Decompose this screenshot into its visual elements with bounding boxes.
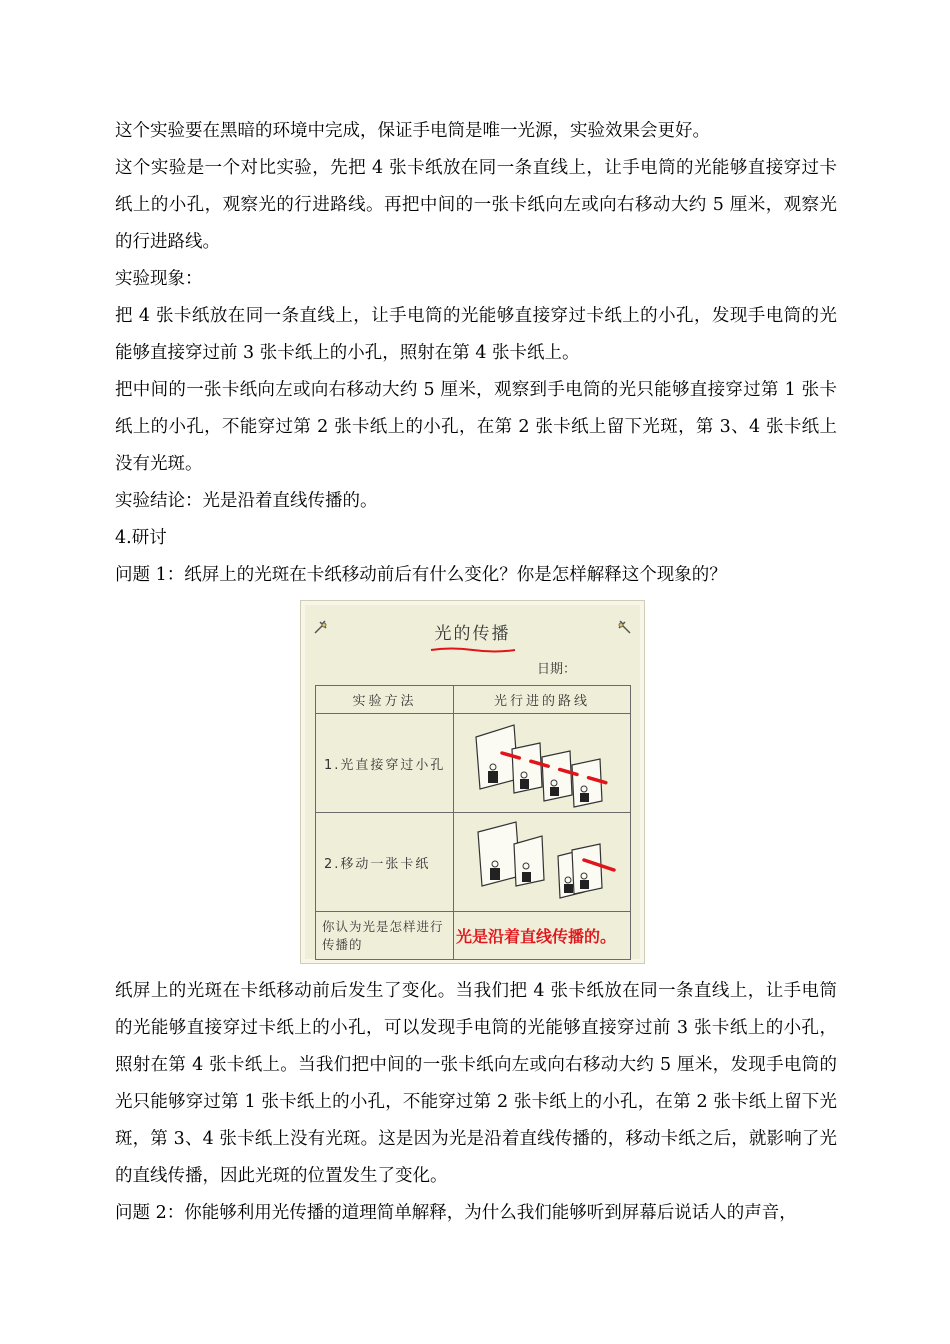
paragraph-contrast-experiment: 这个实验是一个对比实验，先把 4 张卡纸放在同一条直线上，让手电筒的光能够直接穿过卡纸上的小孔，观察光的行进路线。再把中间的一张卡纸向左或向右移动大约 5 厘米，观察光的行进路线。	[115, 158, 837, 252]
header-path: 光行进的路线	[454, 686, 631, 714]
row2-label: 2.移动一张卡纸	[316, 813, 454, 912]
aligned-cards-illustration	[454, 715, 630, 811]
paragraph-phenomenon-1: 把 4 张卡纸放在同一条直线上，让手电筒的光能够直接穿过卡纸上的小孔，发现手电筒的光能够直接穿过前 3 张卡纸上的小孔，照射在第 4 张卡纸上。	[115, 306, 837, 363]
table-row-direct	[316, 714, 631, 813]
worksheet-date-label: 日期：	[537, 662, 577, 677]
paragraph-dark-environment: 这个实验要在黑暗的环境中完成，保证手电筒是唯一光源，实验效果会更好。	[115, 121, 710, 141]
heading-discussion: 4.研讨	[115, 528, 167, 548]
paragraph-phenomenon-2: 把中间的一张卡纸向左或向右移动大约 5 厘米，观察到手电筒的光只能够直接穿过第 1 张卡纸上的小孔，不能穿过第 2 张卡纸上的小孔，在第 2 张卡纸上留下光斑，第 3、4 张卡纸上没有光斑。	[115, 380, 837, 474]
paragraph-conclusion: 实验结论：光是沿着直线传播的。	[115, 491, 378, 511]
worksheet-image	[300, 600, 645, 964]
worksheet-table	[315, 685, 631, 960]
row2-drawing	[454, 813, 631, 912]
table-row-conclusion	[316, 912, 631, 960]
row1-drawing	[454, 714, 631, 813]
question-1: 问题 1：纸屏上的光斑在卡纸移动前后有什么变化？你是怎样解释这个现象的？	[115, 565, 727, 585]
header-method: 实验方法	[316, 686, 454, 714]
row3-question: 你认为光是怎样进行传播的	[316, 912, 454, 960]
table-row-moved	[316, 813, 631, 912]
question-2: 问题 2：你能够利用光传播的道理简单解释，为什么我们能够听到屏幕后说话人的声音，	[115, 1203, 797, 1223]
heading-phenomenon: 实验现象：	[115, 269, 203, 289]
row1-label: 1.光直接穿过小孔	[316, 714, 454, 813]
title-underline	[429, 647, 517, 653]
row3-answer: 光是沿着直线传播的。	[454, 912, 631, 960]
worksheet-title: 光的传播	[434, 624, 511, 644]
table-header-row	[316, 686, 631, 714]
paragraph-answer-1: 纸屏上的光斑在卡纸移动前后发生了变化。当我们把 4 张卡纸放在同一条直线上，让手电筒的光能够直接穿过卡纸上的小孔，可以发现手电筒的光能够直接穿过前 3 张卡纸上的小孔，照射在第 4 张卡纸上。当我们把中间的一张卡纸向左或向右移动大约 5 厘米，发现手电筒的光只能够穿过第 1 张卡纸上的小孔，不能穿过第 2 张卡纸上的小孔，在第 2 张卡纸上留下光斑，第 3、4 张卡纸上没有光斑。这是因为光是沿着直线传播的，移动卡纸之后，就影响了光的直线传播，因此光斑的位置发生了变化。	[115, 981, 837, 1186]
moved-card-illustration	[454, 814, 630, 910]
